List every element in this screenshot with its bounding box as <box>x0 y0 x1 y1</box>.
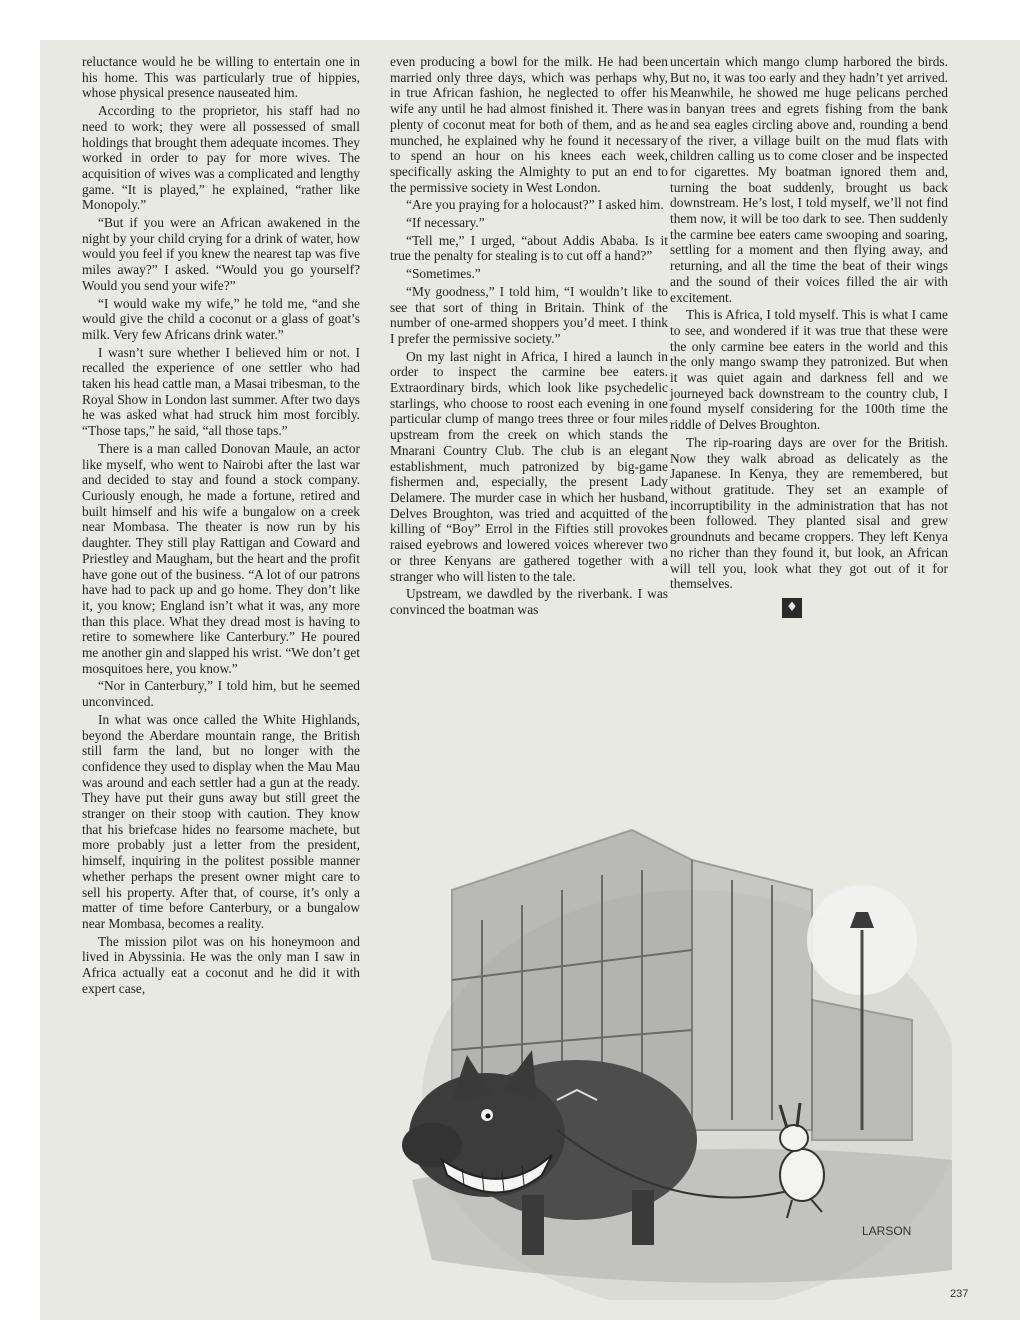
paragraph: In what was once called the White Highlands, beyond the Aberdare mountain range, the British still farm the land, but no longer with the confidence they used to display when the Mau Mau was around and each settler had a gun at the ready. They have put their guns away but still greet the stranger on their stoop with caution. They know that his briefcase hides no fearsome machete, but more probably just a letter from the president, himself, inquiring in the politest possible manner whether perhaps the present owner might care to sell his property. After that, of course, it’s only a matter of time before Canterbury, or a bungalow near Mombasa, becomes a reality. <box>82 711 360 931</box>
paragraph: “I would wake my wife,” he told me, “and she would give the child a coconut or a glass of goat’s milk. Very few Africans drink water.” <box>82 295 360 342</box>
paragraph: “If necessary.” <box>406 215 485 231</box>
paragraph: “Nor in Canterbury,” I told him, but he seemed unconvinced. <box>82 678 360 710</box>
cartoon-illustration <box>392 800 952 1300</box>
paragraph: reluctance would he be willing to entertain one in his home. This was particularly true of hippies, whose physical presence nauseated him. <box>82 54 360 101</box>
paragraph: The rip-roaring days are over for the British. Now they walk abroad as delicately as the Japanese. In Kenya, they are remembered, but without gratitude. They set an example of incorruptibility in the administration that has not been followed. They planted sisal and grew groundnuts and became croppers. They left Kenya no richer than they found it, but look, an African will tell you, look what they got out of it for themselves. <box>670 434 948 592</box>
paragraph: “Are you praying for a holocaust?” I asked him. <box>406 197 664 213</box>
paragraph: “Tell me,” I urged, “about Addis Ababa. Is it true the penalty for stealing is to cut off a hand?” <box>390 232 668 264</box>
page-number: 237 <box>950 1288 969 1300</box>
paragraph: On my last night in Africa, I hired a launch in order to inspect the carmine bee eaters. Extraordinary birds, which look like psychedelic starlings, who choose to roost each evening in one particular clump of mango trees three or four miles upstream from the creek on which stands the Mnarani Country Club. The club is an elegant establishment, much patronized by big-game fishermen and, especially, the present Lady Delamere. The murder case in which her husband, Delves Broughton, was tried and acquitted of the killing of “Boy” Errol in the Fifties still provokes raised eyebrows and lowered voices wherever two or three Kenyans are gathered together with a stranger who will listen to the tale. <box>390 348 668 584</box>
paragraph: Upstream, we dawdled by the riverbank. I was convinced the boatman was <box>390 586 668 617</box>
end-mark-icon: ♦ <box>782 598 802 618</box>
paragraph: “Sometimes.” <box>406 266 481 282</box>
text-column-1 <box>82 54 360 998</box>
text-column-3 <box>670 54 948 618</box>
text-column-2 <box>390 54 668 620</box>
artist-signature: LARSON <box>862 1224 912 1238</box>
paragraph: According to the proprietor, his staff had no need to work; they were all possessed of small holdings that brought them adequate incomes. They worked in order to pay for more wives. The acquisition of wives was a complicated and lengthy game. “It is played,” he explained, “rather like Monopoly.” <box>82 103 360 213</box>
paragraph: “But if you were an African awakened in the night by your child crying for a drink of water, how would you feel if you knew the nearest tap was five miles away?” I asked. “Would you go yourself? Would you send your wife?” <box>82 215 360 293</box>
paragraph: This is Africa, I told myself. This is what I came to see, and wondered if it was true that these were the only carmine bee eaters in the world and this the only mango swamp they patronized. But when it was quiet again and darkness fell and we journeyed back downstream to the country club, I found myself considering for the 100th time the riddle of Delves Broughton. <box>670 307 948 433</box>
paragraph: There is a man called Donovan Maule, an actor like myself, who went to Nairobi after the last war and decided to stay and found a stock company. Curiously enough, he made a fortune, retired and built himself and his wife a bungalow on a creek near Mombasa. The theater is now run by his daughter. They still play Rattigan and Coward and Priestley and Maugham, but the heart and the profit have gone out of the business. “A lot of our patrons have had to pack up and go home. They don’t like it, you know; England isn’t what it was, any more than this place. What they dread most is having to retire to somewhere like Canterbury.” He poured me another gin and slapped his wrist. “We don’t get mosquitoes here, you know.” <box>82 440 360 676</box>
paragraph: “My goodness,” I told him, “I wouldn’t like to see that sort of thing in Britain. Think of the number of one-armed shoppers you’d meet. I think I prefer the permissive society.” <box>390 283 668 346</box>
paragraph: I wasn’t sure whether I believed him or not. I recalled the experience of one settler who had taken his head cattle man, a Masai tribesman, to the Royal Show in London last summer. After two days he was asked what had struck him most forcibly. “Those taps,” he said, “all those taps.” <box>82 344 360 439</box>
magazine-page <box>40 40 1020 1320</box>
paragraph: even producing a bowl for the milk. He had been married only three days, which was perhaps why, in true African fashion, he neglected to offer his wife any until he had almost finished it. There was plenty of coconut meat for both of them, and as he munched, he explained why he found it necessary to spend an hour on his knees each week, specifically asking the Almighty to put an end to the permissive society in West London. <box>390 54 668 195</box>
paragraph: The mission pilot was on his honeymoon and lived in Abyssinia. He was the only man I saw in Africa actually eat a coconut and he did it with expert case, <box>82 933 360 996</box>
paragraph: uncertain which mango clump harbored the birds. But no, it was too early and they hadn’t yet arrived. Meanwhile, he showed me huge pelicans perched in banyan trees and egrets fishing from the bank and sea eagles circling above and, rounding a bend of the river, a village built on the mud flats with children calling us to come closer and be inspected for cigarettes. My boatman ignored them and, turning the boat suddenly, brought us back downstream. He’s lost, I told myself, we’ll not find them now, it will be too dark to see. Then suddenly the carmine bee eaters came swooping and soaring, settling for a moment and then flying away, and returning, and all the time the beat of their wings and the sound of their voices filled the air with excitement. <box>670 54 948 305</box>
